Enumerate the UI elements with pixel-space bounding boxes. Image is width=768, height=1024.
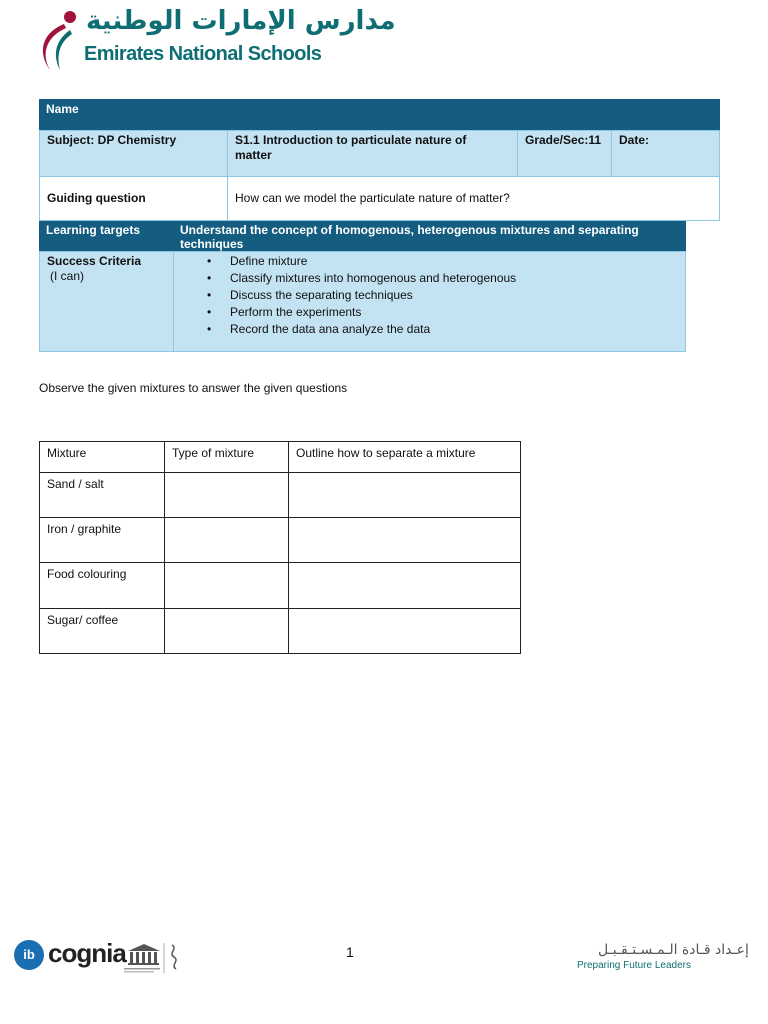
criteria-sub: (I can) [50, 269, 85, 283]
table-row [40, 518, 521, 563]
type-answer-cell[interactable] [165, 518, 289, 563]
guiding-label: Guiding question [47, 191, 146, 205]
criteria-item: • Classify mixtures into homogenous and heterogenous [180, 271, 679, 288]
school-name-english: Emirates National Schools [84, 43, 322, 65]
subject-text: Subject: DP Chemistry [47, 133, 177, 147]
header-type: Type of mixture [165, 442, 289, 473]
table-row [40, 563, 521, 609]
subject-cell [39, 130, 228, 177]
outline-answer-cell[interactable] [289, 609, 521, 654]
mixture-name: Food colouring [40, 563, 165, 609]
outline-answer-cell[interactable] [289, 563, 521, 609]
instruction-text: Observe the given mixtures to answer the given questions [39, 381, 348, 395]
page-number: 1 [346, 944, 354, 960]
cognia-logo: cognia [48, 938, 126, 968]
criteria-item: • Record the data ana analyze the data [180, 322, 679, 339]
name-label: Name [46, 102, 79, 116]
table-header-row [40, 442, 521, 473]
grade-cell [517, 130, 612, 177]
criteria-label-cell [39, 251, 174, 352]
targets-label: Learning targets [46, 223, 141, 237]
targets-text-cell [174, 221, 686, 251]
type-answer-cell[interactable] [165, 609, 289, 654]
date-cell [611, 130, 720, 177]
school-name-arabic: مدارس الإمارات الوطنية [86, 6, 396, 36]
type-answer-cell[interactable] [165, 563, 289, 609]
guiding-question-cell [227, 176, 720, 221]
criteria-item: • Define mixture [180, 254, 679, 271]
type-answer-cell[interactable] [165, 473, 289, 518]
guiding-question: How can we model the particulate nature of matter? [235, 191, 510, 205]
tagline-arabic: إعـداد قـادة الـمـسـتـقـبـل [598, 942, 749, 958]
mixture-table [39, 441, 521, 654]
guiding-label-cell [39, 176, 228, 221]
mixture-name: Iron / graphite [40, 518, 165, 563]
criteria-label: Success Criteria [47, 254, 142, 268]
tagline-english: Preparing Future Leaders [577, 960, 691, 971]
mixture-name: Sand / salt [40, 473, 165, 518]
header-mixture: Mixture [40, 442, 165, 473]
criteria-list [180, 254, 679, 339]
criteria-item: • Discuss the separating techniques [180, 288, 679, 305]
table-row [40, 473, 521, 518]
targets-text: Understand the concept of homogenous, heterogenous mixtures and separating techniques [180, 223, 639, 251]
criteria-list-cell [173, 251, 686, 352]
targets-label-cell [39, 221, 174, 251]
unesco-logo-icon [122, 941, 186, 975]
ib-logo-icon [14, 940, 44, 970]
outline-answer-cell[interactable] [289, 518, 521, 563]
mixture-name: Sugar/ coffee [40, 609, 165, 654]
school-logo-icon [26, 6, 82, 72]
topic-text: S1.1 Introduction to particulate nature of matter [235, 133, 467, 162]
criteria-item: • Perform the experiments [180, 305, 679, 322]
ib-logo-text: ib [23, 947, 35, 962]
date-text: Date: [619, 133, 650, 147]
topic-cell [227, 130, 518, 177]
table-row [40, 609, 521, 654]
header-outline: Outline how to separate a mixture [289, 442, 521, 473]
grade-text: Grade/Sec:11 [525, 133, 602, 147]
outline-answer-cell[interactable] [289, 473, 521, 518]
name-row [39, 99, 720, 130]
